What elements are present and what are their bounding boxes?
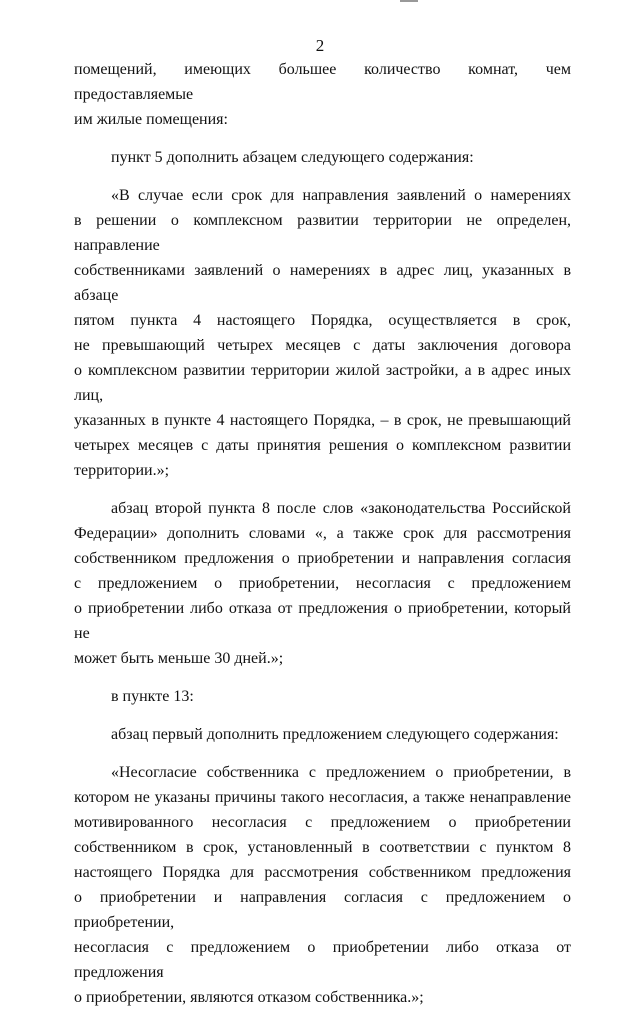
text-line: с предложением о приобретении, несогласия с предложением: [74, 575, 571, 592]
text-line: помещений, имеющих большее количество комнат, чем предоставляемые: [74, 61, 571, 103]
page-number: 2: [315, 36, 325, 55]
text-line: «Несогласие собственника с предложением о приобретении, в: [111, 764, 571, 781]
paragraph-first-abzac: [74, 709, 571, 747]
paragraph-quote-2: [74, 747, 571, 1010]
text-line: пятом пункта 4 настоящего Порядка, осуществляется в срок,: [74, 312, 571, 329]
text-line: пункт 5 дополнить абзацем следующего содержания:: [111, 149, 474, 166]
text-line: несогласия с предложением о приобретении либо отказа от предложения: [74, 939, 571, 981]
text-line: им жилые помещения:: [74, 111, 228, 128]
text-line: о комплексном развитии территории жилой застройки, а в адрес иных лиц,: [74, 362, 571, 404]
text-line: собственником в срок, установленный в соответствии с пунктом 8: [74, 839, 571, 856]
text-line: может быть меньше 30 дней.»;: [74, 650, 284, 667]
paragraph-quote-1: [74, 170, 571, 483]
text-line: четырех месяцев с даты принятия решения о комплексном развитии: [74, 437, 571, 454]
text-line: территории.»;: [74, 462, 170, 479]
text-line: в пункте 13:: [111, 688, 194, 705]
text-line: абзац второй пункта 8 после слов «законодательства Российской: [111, 500, 571, 517]
text-line: в решении о комплексном развитии территории не определен, направление: [74, 212, 571, 254]
text-line: Федерации» дополнить словами «, а также срок для рассмотрения: [74, 525, 571, 542]
text-line: собственником предложения о приобретении и направления согласия: [74, 550, 571, 567]
scan-mark: [400, 0, 418, 2]
paragraph-continuation: [74, 57, 571, 132]
text-line: абзац первый дополнить предложением следующего содержания:: [111, 726, 559, 743]
paragraph-point-5: [74, 132, 571, 170]
paragraph-point-13: [74, 671, 571, 709]
text-line: о приобретении и направления согласия с предложением о приобретении,: [74, 889, 571, 931]
text-line: не превышающий четырех месяцев с даты заключения договора: [74, 337, 571, 354]
text-line: мотивированного несогласия с предложением о приобретении: [74, 814, 571, 831]
text-line: указанных в пункте 4 настоящего Порядка, – в срок, не превышающий: [74, 412, 571, 429]
text-line: котором не указаны причины такого несогласия, а также ненаправление: [74, 789, 571, 806]
paragraph-point-8: [74, 483, 571, 671]
text-line: о приобретении либо отказа от предложения о приобретении, который не: [74, 600, 571, 642]
document-body: [74, 57, 571, 1010]
text-line: собственниками заявлений о намерениях в адрес лиц, указанных в абзаце: [74, 262, 571, 304]
text-line: «В случае если срок для направления заявлений о намерениях: [111, 187, 571, 204]
text-line: о приобретении, являются отказом собственника.»;: [74, 989, 424, 1006]
text-line: настоящего Порядка для рассмотрения собственником предложения: [74, 864, 571, 881]
